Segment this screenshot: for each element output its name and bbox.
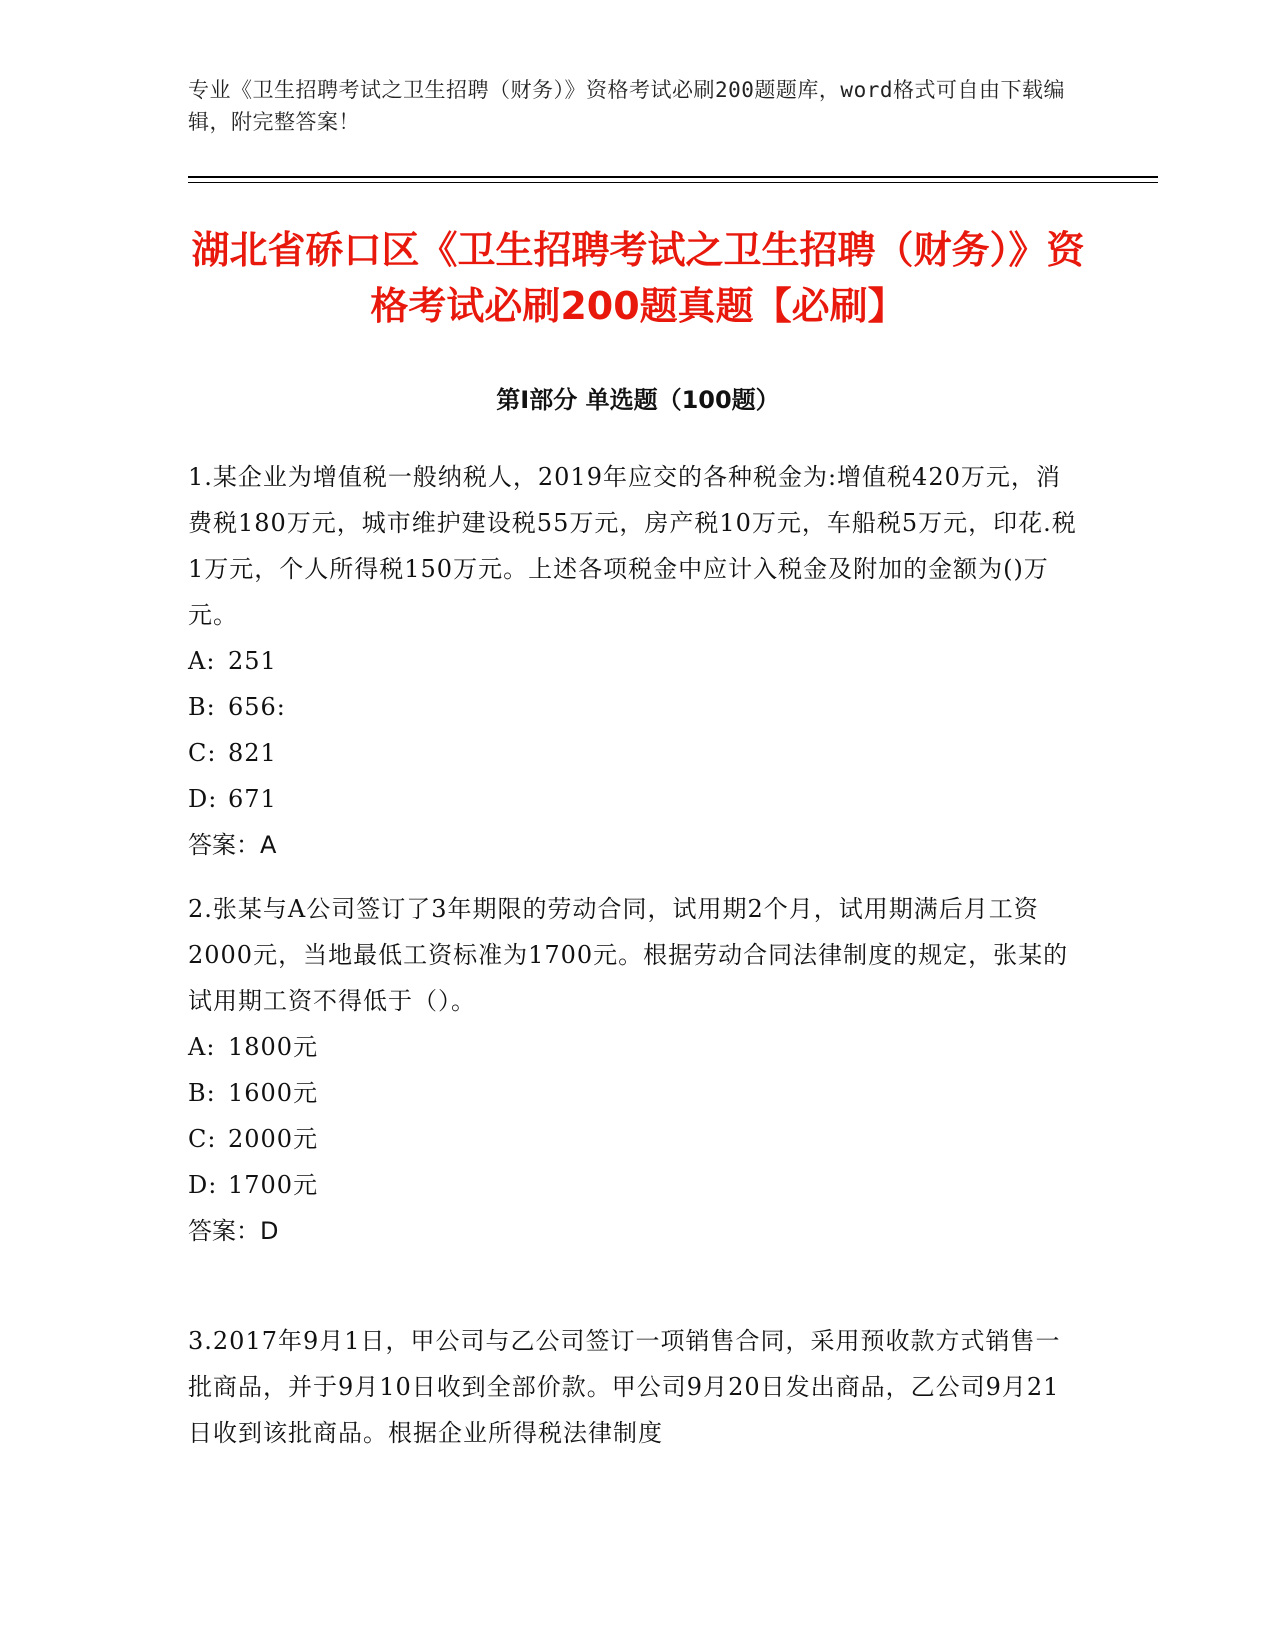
- option-key: D:: [188, 785, 218, 813]
- option-a: [188, 1024, 1078, 1070]
- question-stem: 3.2017年9月1日，甲公司与乙公司签订一项销售合同，采用预收款方式销售一批商品，并于9月10日收到全部价款。甲公司9月20日发出商品，乙公司9月21日收到该批商品。根据企业所得税法律制度: [188, 1327, 1061, 1447]
- option-text: 2000元: [228, 1125, 319, 1153]
- option-text: 671: [228, 785, 277, 813]
- option-key: A:: [188, 1033, 216, 1061]
- option-c: [188, 1116, 1078, 1162]
- option-c: [188, 730, 1078, 776]
- header-note: 专业《卫生招聘考试之卫生招聘（财务）》资格考试必刷200题题库，word格式可自由下载编辑，附完整答案！: [188, 78, 1065, 134]
- question-stem: 2.张某与A公司签订了3年期限的劳动合同，试用期2个月，试用期满后月工资2000元，当地最低工资标准为1700元。根据劳动合同法律制度的规定，张某的试用期工资不得低于（）。: [188, 895, 1069, 1015]
- question-1: [188, 454, 1078, 868]
- answer: 答案：A: [188, 831, 277, 859]
- option-text: 821: [228, 739, 277, 767]
- answer: 答案：D: [188, 1217, 279, 1245]
- question-stem: 1.某企业为增值税一般纳税人，2019年应交的各种税金为:增值税420万元，消费税180万元，城市维护建设税55万元，房产税10万元，车船税5万元，印花.税1万元，个人所得税150万元。上述各项税金中应计入税金及附加的金额为()万元。: [188, 463, 1077, 629]
- question-2: [188, 886, 1078, 1254]
- option-text: 251: [228, 647, 277, 675]
- document-title: 湖北省硚口区《卫生招聘考试之卫生招聘（财务）》资格考试必刷200题真题【必刷】: [191, 228, 1085, 328]
- option-d: [188, 776, 1078, 822]
- header-rule-thick: [188, 176, 1158, 178]
- option-key: B:: [188, 1079, 216, 1107]
- option-text: 1700元: [228, 1171, 319, 1199]
- option-key: A:: [188, 647, 216, 675]
- option-text: 1800元: [228, 1033, 319, 1061]
- option-key: C:: [188, 739, 217, 767]
- option-key: B:: [188, 693, 216, 721]
- option-text: 656:: [228, 693, 286, 721]
- question-3: [188, 1318, 1078, 1456]
- option-key: C:: [188, 1125, 217, 1153]
- option-text: 1600元: [228, 1079, 319, 1107]
- section-title: 第Ⅰ部分 单选题（100题）: [496, 386, 780, 414]
- option-d: [188, 1162, 1078, 1208]
- option-key: D:: [188, 1171, 218, 1199]
- option-b: [188, 1070, 1078, 1116]
- option-a: [188, 638, 1078, 684]
- header-rule-thin: [188, 182, 1158, 183]
- option-b: [188, 684, 1078, 730]
